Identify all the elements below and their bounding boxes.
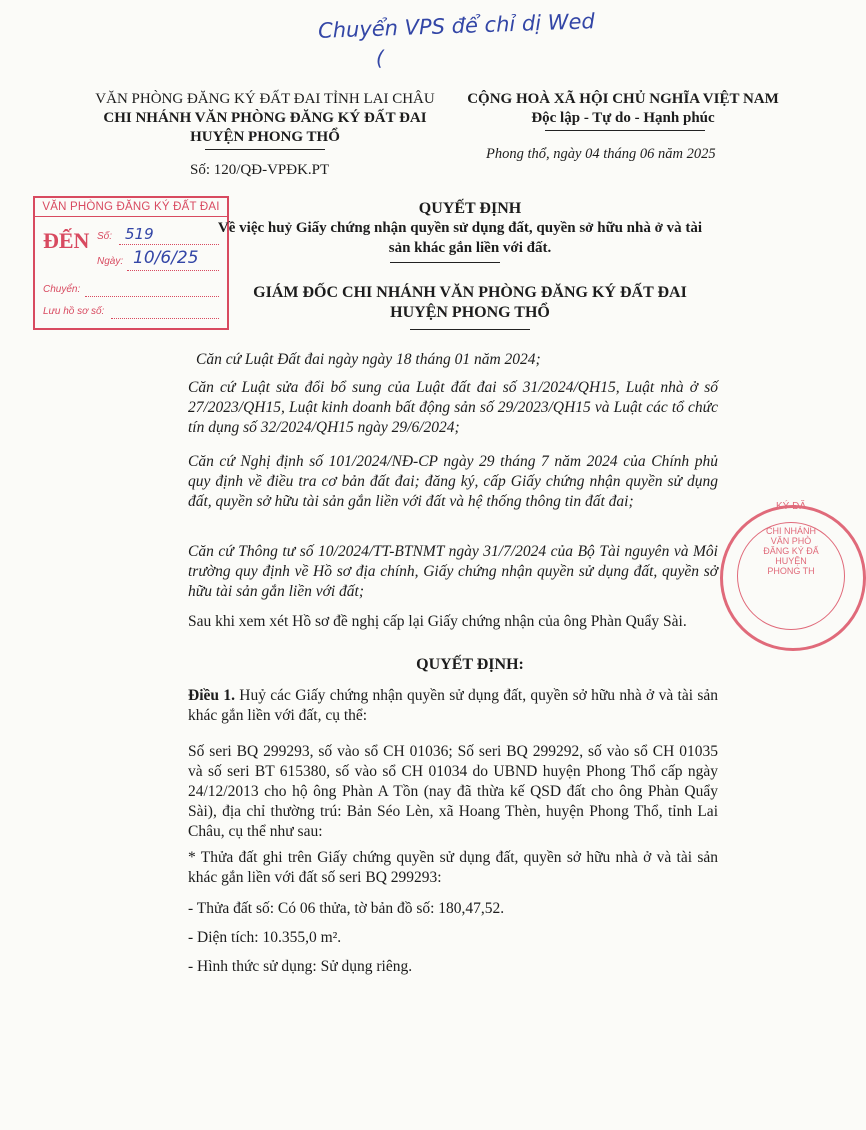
item-area: - Diện tích: 10.355,0 m². [188,929,342,946]
official-seal [720,501,866,651]
article-1-text: Huỷ các Giấy chứng nhận quyền sử dụng đất, quyền sở hữu nhà ở và tài sản khác gắn liền với đất, cụ thể: [188,687,718,724]
basis-4: Căn cứ Thông tư số 10/2024/TT-BTNMT ngày 31/7/2024 của Bộ Tài nguyên và Môi trường quy định về Hồ sơ địa chính, Giấy chứng nhận quyền sử dụng đất, quyền sở hữu tài sản gắn liền với đất; [188,543,718,600]
decision-heading: QUYẾT ĐỊNH: [416,656,524,673]
stamp-so-line [119,244,219,245]
document-subtitle-2: sản khác gắn liền với đất. [388,240,552,256]
seal-text-6: PHONG TH [767,566,815,576]
document-subtitle-1: Về việc huỷ Giấy chứng nhận quyền sử dụng đất, quyền sở hữu nhà ở và tài [217,220,703,236]
stamp-so-value: 519 [125,225,154,243]
district-name: HUYỆN PHONG THỔ [190,129,340,145]
header-underline-right [545,130,705,131]
stamp-ngay-line [127,270,219,271]
seal-text-3: VĂN PHÒ [770,536,812,546]
stamp-luu-label: Lưu hồ sơ số: [43,306,105,317]
seal-text-2: CHI NHÁNH [765,526,816,536]
agency-name: VĂN PHÒNG ĐĂNG KÝ ĐẤT ĐAI TỈNH LAI CHÂU [95,91,435,107]
article-1-label: Điều 1. [188,687,235,704]
stamp-so-label: Số: [97,231,113,242]
item-parcel: - Thửa đất số: Có 06 thửa, tờ bản đồ số: 180,47,52. [188,900,505,917]
stamp-title: VĂN PHÒNG ĐĂNG KÝ ĐẤT ĐAI [35,198,227,217]
official-seal-inner [737,501,845,630]
stamp-ngay-value: 10/6/25 [133,248,199,268]
stamp-luu-line [111,318,219,319]
article-1 [188,686,718,726]
document-date: Phong thổ, ngày 04 tháng 06 năm 2025 [486,146,716,162]
subtitle-underline [390,262,500,263]
stamp-ngay-label: Ngày: [97,256,124,267]
authority-line-1: GIÁM ĐỐC CHI NHÁNH VĂN PHÒNG ĐĂNG KÝ ĐẤT ĐAI [253,284,687,301]
authority-underline [410,329,530,330]
basis-1: Căn cứ Luật Đất đai ngày ngày 18 tháng 01 năm 2024; [196,351,541,368]
stamp-chuyen-label: Chuyển: [43,284,81,295]
document-title: QUYẾT ĐỊNH [418,200,522,217]
basis-2: Căn cứ Luật sửa đổi bổ sung của Luật đất đai số 31/2024/QH15, Luật nhà ở số 27/2023/QH15, Luật kinh doanh bất động sản số 29/2023/QH15 và Luật các tổ chức tín dụng số 32/2024/QH15 ngày 29/6/2024; [188,379,718,436]
header-left [80,90,450,147]
seal-text-5: HUYỆN [775,556,807,566]
item-usage: - Hình thức sử dụng: Sử dụng riêng. [188,958,413,975]
stamp-den: ĐẾN [43,228,90,253]
review-statement: Sau khi xem xét Hồ sơ đề nghị cấp lại Giấy chứng nhận của ông Phàn Quẩy Sài. [188,613,687,630]
document-number: Số: 120/QĐ-VPĐK.PT [190,162,330,178]
basis-3: Căn cứ Nghị định số 101/2024/NĐ-CP ngày 29 tháng 7 năm 2024 của Chính phủ quy định về điều tra cơ bản đất đai; đăng ký, cấp Giấy chứng nhận quyền sử dụng đất, quyền sở hữu tài sản gắn liền với đất và hệ thống thông tin đất đai; [188,453,718,510]
nation-name: CỘNG HOÀ XÃ HỘI CHỦ NGHĨA VIỆT NAM [467,91,779,107]
seal-text-1: KÝ ĐĂ [775,501,806,512]
header-right [458,90,788,128]
nation-motto: Độc lập - Tự do - Hạnh phúc [531,110,715,126]
handwritten-note: Chuyển VPS để chỉ dị Wed [317,9,596,43]
authority-line-2: HUYỆN PHONG THỔ [390,304,550,321]
header-underline-left [205,149,325,150]
seal-text-4: ĐĂNG KÝ ĐẤ [763,546,819,556]
received-stamp [33,196,229,330]
handwritten-mark: ( [376,46,384,70]
branch-name: CHI NHÁNH VĂN PHÒNG ĐĂNG KÝ ĐẤT ĐAI [103,110,427,126]
parcel-intro: * Thửa đất ghi trên Giấy chứng quyền sử dụng đất, quyền sở hữu nhà ở và tài sản khác gắn liền với đất số seri BQ 299293: [188,849,718,886]
serials-paragraph: Số seri BQ 299293, số vào sổ CH 01036; Số seri BQ 299292, số vào sổ CH 01035 và số seri BT 615380, số vào sổ CH 01034 do UBND huyện Phong Thổ cấp ngày 24/12/2013 cho hộ ông Phàn A Tồn (nay đã thừa kế QSD đất cho ông Phàn Quẩy Sài), địa chỉ thường trú: Bản Séo Lèn, xã Hoang Thèn, huyện Phong Thổ, tỉnh Lai Châu, cụ thể như sau: [188,743,718,840]
